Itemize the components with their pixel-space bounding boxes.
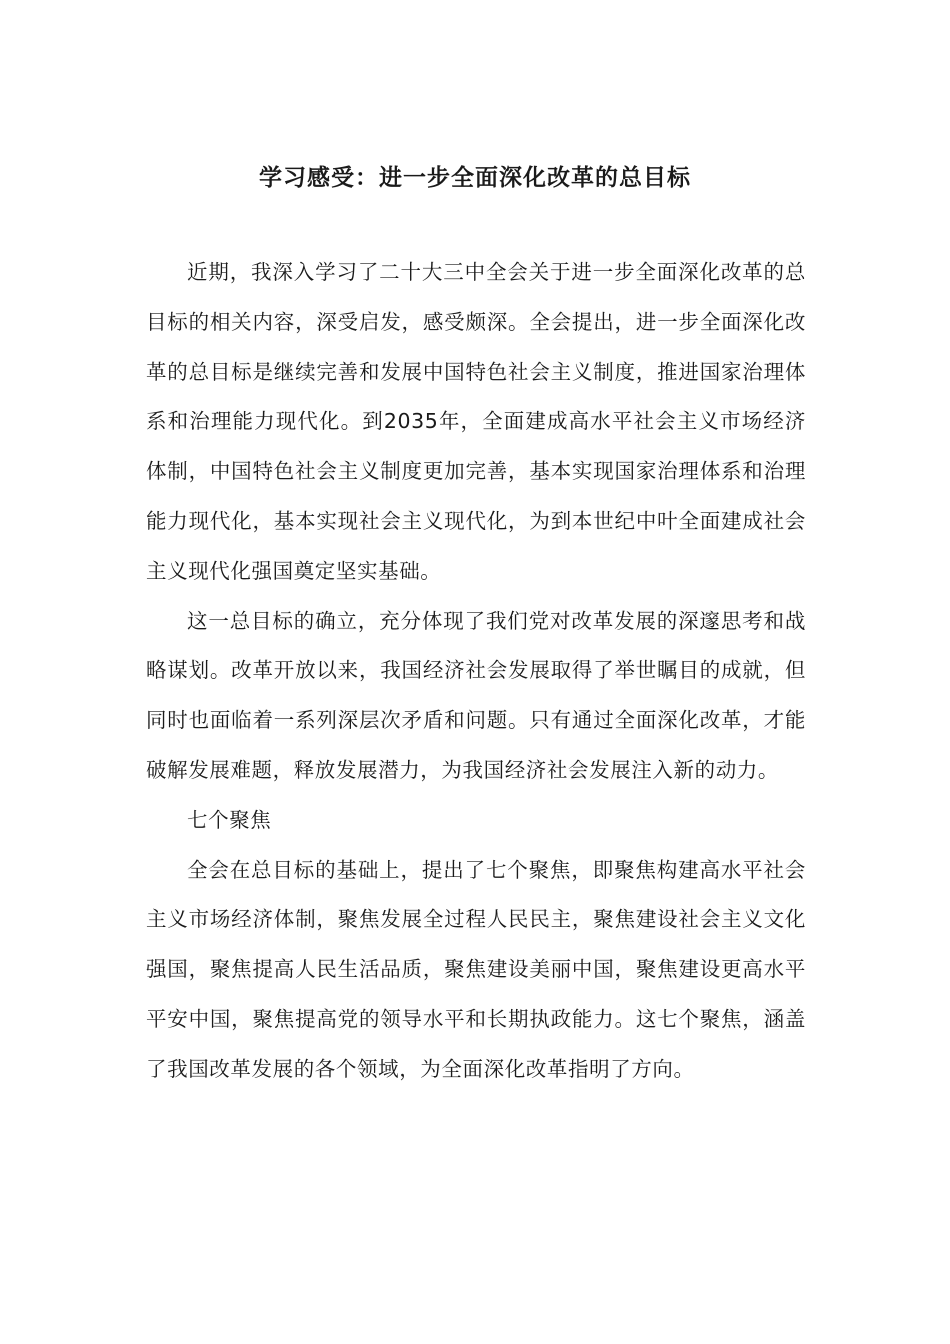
- paragraph-seven-focuses: 全会在总目标的基础上，提出了七个聚焦，即聚焦构建高水平社会主义市场经济体制，聚焦发展全过程人民民主，聚焦建设社会主义文化强国，聚焦提高人民生活品质，聚焦建设美丽中国，聚焦建设更高水平平安中国，聚焦提高党的领导水平和长期执政能力。这七个聚焦，涵盖了我国改革发展的各个领域，为全面深化改革指明了方向。: [146, 857, 806, 1081]
- document-body: [146, 248, 806, 1095]
- paragraph-intro: 近期，我深入学习了二十大三中全会关于进一步全面深化改革的总目标的相关内容，深受启发，感受颇深。全会提出，进一步全面深化改革的总目标是继续完善和发展中国特色社会主义制度，推进国家治理体系和治理能力现代化。到2035年，全面建成高水平社会主义市场经济体制，中国特色社会主义制度更加完善，基本实现国家治理体系和治理能力现代化，基本实现社会主义现代化，为到本世纪中叶全面建成社会主义现代化强国奠定坚实基础。: [146, 260, 806, 583]
- section-heading-seven-focuses: 七个聚焦: [187, 807, 272, 832]
- paragraph-goal-significance: 这一总目标的确立，充分体现了我们党对改革发展的深邃思考和战略谋划。改革开放以来，我国经济社会发展取得了举世瞩目的成就，但同时也面临着一系列深层次矛盾和问题。只有通过全面深化改革，才能破解发展难题，释放发展潜力，为我国经济社会发展注入新的动力。: [146, 608, 806, 782]
- document-title: 学习感受：进一步全面深化改革的总目标: [259, 165, 691, 191]
